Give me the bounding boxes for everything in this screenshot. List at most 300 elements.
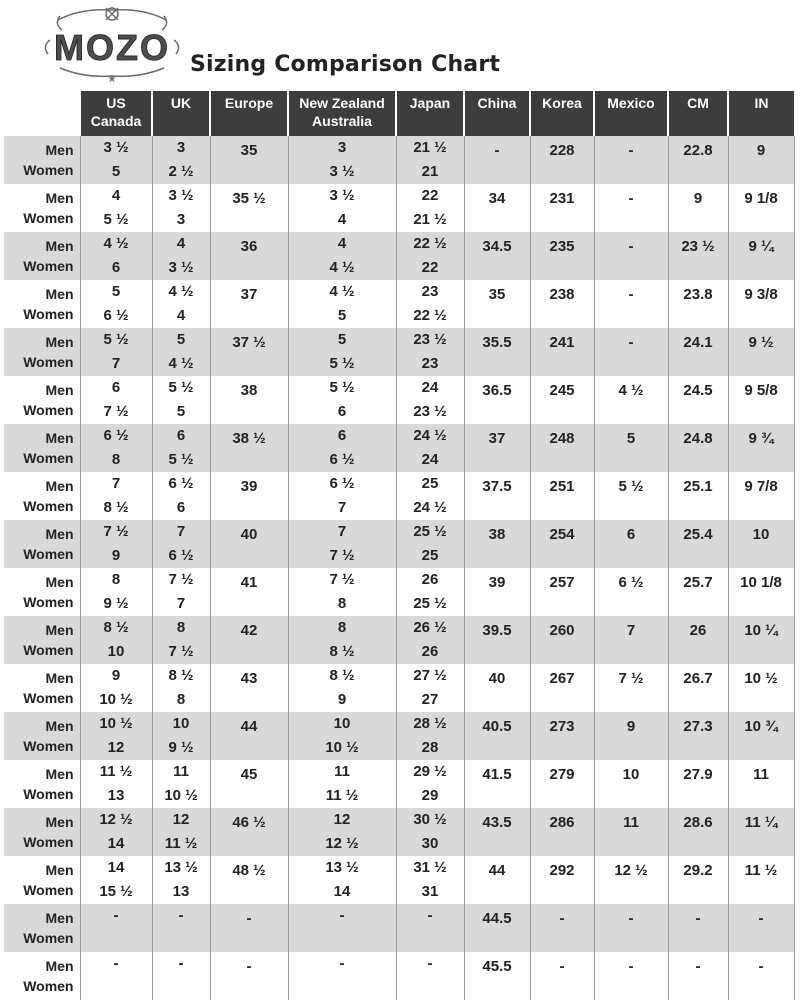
men-value: -: [339, 907, 345, 924]
table-cell: [594, 280, 668, 328]
table-cell: [668, 952, 728, 1000]
table-cell: [288, 712, 396, 760]
men-value: 5: [176, 331, 186, 348]
women-value: 7: [176, 595, 186, 612]
men-value: 12: [172, 811, 190, 828]
table-cell: [668, 616, 728, 664]
men-value: 9: [111, 667, 121, 684]
table-cell: [530, 328, 594, 376]
women-value: 22 ½: [413, 307, 447, 324]
table-cell: [464, 376, 530, 424]
women-label: Women: [23, 546, 74, 562]
men-value: 14: [107, 859, 125, 876]
table-cell: [668, 904, 728, 952]
women-value: 5: [111, 163, 121, 180]
table-cell: [80, 280, 152, 328]
women-value: 7 ½: [103, 403, 129, 420]
women-label: Women: [23, 354, 74, 370]
size-value: 7: [626, 621, 636, 639]
men-value: 4 ½: [168, 283, 194, 300]
size-value: -: [628, 285, 634, 303]
size-value: 25.1: [683, 477, 713, 495]
table-row: [4, 280, 794, 328]
men-value: 8 ½: [329, 667, 355, 684]
table-cell: [396, 472, 464, 520]
size-value: -: [246, 957, 252, 975]
table-cell: [594, 568, 668, 616]
size-value: 37.5: [482, 477, 512, 495]
table-cell: [288, 760, 396, 808]
table-cell: [530, 376, 594, 424]
size-value: 6 ½: [618, 573, 644, 591]
women-value: 4 ½: [329, 259, 355, 276]
men-value: 8: [111, 571, 121, 588]
size-value: 26.7: [683, 669, 713, 687]
size-value: 6: [626, 525, 636, 543]
column-header-line: Canada: [90, 113, 142, 129]
row-label: [4, 664, 80, 712]
men-value: 6: [111, 379, 121, 396]
size-value: 40: [240, 525, 258, 543]
table-row: [4, 328, 794, 376]
table-cell: [594, 376, 668, 424]
table-row: [4, 952, 794, 1000]
size-value: 45.5: [482, 957, 512, 975]
table-cell: [728, 760, 794, 808]
table-cell: [668, 136, 728, 184]
men-value: 10 ½: [99, 715, 133, 732]
women-value: 6: [337, 403, 347, 420]
size-value: 10 ½: [744, 669, 778, 687]
table-cell: [80, 424, 152, 472]
size-value: 9 1/8: [744, 189, 778, 207]
table-cell: [594, 712, 668, 760]
size-value: 11 ½: [744, 861, 778, 879]
men-value: 8 ½: [168, 667, 194, 684]
size-value: 39: [488, 573, 506, 591]
size-value: -: [628, 333, 634, 351]
table-cell: [464, 328, 530, 376]
table-row: [4, 376, 794, 424]
women-value: 6 ½: [329, 451, 355, 468]
table-cell: [80, 376, 152, 424]
table-cell: [396, 280, 464, 328]
size-value: -: [628, 237, 634, 255]
men-value: 11: [334, 763, 350, 780]
size-value: -: [628, 957, 634, 975]
women-value: 27: [421, 691, 439, 708]
men-value: 7: [337, 523, 347, 540]
women-value: 11 ½: [325, 787, 359, 804]
table-cell: [80, 856, 152, 904]
women-value: 13: [172, 883, 190, 900]
women-label: Women: [23, 450, 74, 466]
row-label: [4, 616, 80, 664]
table-cell: [530, 712, 594, 760]
table-cell: [80, 712, 152, 760]
sizing-table: [4, 91, 795, 1000]
table-cell: [288, 472, 396, 520]
mozo-logo: [40, 2, 185, 86]
table-body: [4, 136, 794, 1000]
women-value: 6 ½: [168, 547, 194, 564]
men-value: 5: [337, 331, 347, 348]
table-cell: [594, 760, 668, 808]
table-cell: [594, 472, 668, 520]
table-cell: [530, 280, 594, 328]
men-value: 25 ½: [413, 523, 447, 540]
row-label: [4, 232, 80, 280]
size-value: 39.5: [482, 621, 512, 639]
table-cell: [464, 664, 530, 712]
size-value: 9: [756, 141, 766, 159]
row-label: [4, 712, 80, 760]
men-value: 4 ½: [103, 235, 129, 252]
table-cell: [464, 904, 530, 952]
size-value: 9 ¾: [748, 429, 774, 447]
table-cell: [530, 952, 594, 1000]
men-value: -: [178, 955, 184, 972]
women-value: 7 ½: [329, 547, 355, 564]
table-cell: [152, 232, 210, 280]
column-header: [288, 91, 396, 136]
women-value: 25 ½: [413, 595, 447, 612]
table-row: [4, 712, 794, 760]
men-label: Men: [45, 574, 74, 590]
women-label: Women: [23, 258, 74, 274]
svg-text:★: ★: [107, 74, 117, 85]
women-value: 23: [421, 355, 439, 372]
men-value: 29 ½: [413, 763, 447, 780]
size-value: 257: [549, 573, 575, 591]
row-label: [4, 472, 80, 520]
women-value: 24 ½: [413, 499, 447, 516]
men-value: 10: [333, 715, 351, 732]
women-value: 7: [337, 499, 347, 516]
table-cell: [464, 520, 530, 568]
size-value: 25.7: [683, 573, 713, 591]
table-cell: [396, 808, 464, 856]
women-value: 10: [107, 643, 125, 660]
women-value: 21 ½: [413, 211, 447, 228]
table-cell: [594, 520, 668, 568]
men-value: 6: [337, 427, 347, 444]
table-cell: [728, 952, 794, 1000]
row-label: [4, 856, 80, 904]
row-label: [4, 424, 80, 472]
table-cell: [728, 184, 794, 232]
men-label: Men: [45, 814, 74, 830]
row-label: [4, 760, 80, 808]
women-value: [397, 976, 464, 1000]
table-cell: [152, 520, 210, 568]
table-cell: [728, 232, 794, 280]
men-label: Men: [45, 670, 74, 686]
women-value: 28: [421, 739, 439, 756]
size-value: 7 ½: [618, 669, 644, 687]
table-cell: [152, 280, 210, 328]
table-row: [4, 808, 794, 856]
column-header: [668, 91, 728, 136]
men-value: -: [113, 907, 119, 924]
men-value: -: [113, 955, 119, 972]
table-row: [4, 904, 794, 952]
table-cell: [668, 232, 728, 280]
table-cell: [210, 664, 288, 712]
table-cell: [152, 424, 210, 472]
women-value: 14: [333, 883, 351, 900]
men-label: Men: [45, 190, 74, 206]
table-cell: [80, 952, 152, 1000]
table-row: [4, 520, 794, 568]
men-label: Men: [45, 430, 74, 446]
table-cell: [464, 952, 530, 1000]
table-cell: [152, 952, 210, 1000]
column-header: [396, 91, 464, 136]
women-value: [81, 976, 152, 1000]
size-value: 42: [240, 621, 258, 639]
women-value: [153, 976, 210, 1000]
women-value: 21: [421, 163, 439, 180]
women-value: 13: [107, 787, 125, 804]
table-cell: [464, 760, 530, 808]
table-cell: [594, 904, 668, 952]
table-cell: [210, 856, 288, 904]
size-value: 4 ½: [618, 381, 644, 399]
men-value: -: [339, 955, 345, 972]
size-value: 41: [240, 573, 258, 591]
men-label: Men: [45, 910, 74, 926]
men-value: 6 ½: [168, 475, 194, 492]
table-cell: [594, 424, 668, 472]
table-cell: [668, 328, 728, 376]
women-value: 9: [111, 547, 121, 564]
table-cell: [80, 904, 152, 952]
size-value: 273: [549, 717, 575, 735]
size-value: 254: [549, 525, 575, 543]
column-header-line: Korea: [542, 95, 582, 111]
row-label: [4, 952, 80, 1000]
men-value: 6 ½: [329, 475, 355, 492]
table-row: [4, 856, 794, 904]
row-label: [4, 376, 80, 424]
size-value: 241: [549, 333, 575, 351]
size-value: 37 ½: [232, 333, 266, 351]
column-header-line: New Zealand: [299, 95, 385, 111]
size-value: 37: [488, 429, 506, 447]
table-cell: [210, 808, 288, 856]
table-cell: [396, 712, 464, 760]
men-value: 28 ½: [413, 715, 447, 732]
column-header: [464, 91, 530, 136]
size-value: 40: [488, 669, 506, 687]
women-label: Women: [23, 306, 74, 322]
women-value: 6 ½: [103, 307, 129, 324]
row-label: [4, 520, 80, 568]
table-cell: [396, 376, 464, 424]
column-header: [80, 91, 152, 136]
chart-title: Sizing Comparison Chart: [190, 52, 501, 77]
men-value: 7: [111, 475, 121, 492]
women-value: 4: [337, 211, 347, 228]
column-header-line: IN: [754, 95, 769, 111]
table-cell: [288, 616, 396, 664]
size-value: 9 ¼: [748, 237, 774, 255]
table-cell: [210, 904, 288, 952]
table-cell: [594, 232, 668, 280]
size-value: 22.8: [683, 141, 713, 159]
table-cell: [396, 952, 464, 1000]
women-value: 2 ½: [168, 163, 194, 180]
men-value: 4: [176, 235, 186, 252]
men-value: 24: [421, 379, 439, 396]
header: [0, 0, 800, 92]
women-value: 9: [337, 691, 347, 708]
men-value: 3 ½: [168, 187, 194, 204]
table-cell: [668, 376, 728, 424]
size-value: -: [246, 909, 252, 927]
table-cell: [530, 232, 594, 280]
table-cell: [396, 904, 464, 952]
column-header-line: CM: [687, 95, 709, 111]
men-value: 7: [176, 523, 186, 540]
size-value: 10: [752, 525, 770, 543]
size-value: 238: [549, 285, 575, 303]
table-cell: [530, 760, 594, 808]
table-row: [4, 184, 794, 232]
men-label: Men: [45, 958, 74, 974]
women-value: 14: [107, 835, 125, 852]
size-value: 41.5: [482, 765, 512, 783]
row-label: [4, 280, 80, 328]
table-cell: [530, 136, 594, 184]
table-cell: [594, 328, 668, 376]
table-row: [4, 664, 794, 712]
table-cell: [728, 568, 794, 616]
size-value: 12 ½: [614, 861, 648, 879]
table-cell: [396, 856, 464, 904]
women-label: Women: [23, 594, 74, 610]
table-cell: [464, 616, 530, 664]
men-value: 4: [337, 235, 347, 252]
men-value: 12 ½: [99, 811, 133, 828]
table-cell: [210, 568, 288, 616]
women-label: Women: [23, 210, 74, 226]
size-value: 10 ¼: [744, 621, 778, 639]
women-value: 15 ½: [99, 883, 133, 900]
table-cell: [530, 664, 594, 712]
table-cell: [288, 184, 396, 232]
men-label: Men: [45, 718, 74, 734]
women-value: 25: [421, 547, 439, 564]
table-cell: [668, 808, 728, 856]
table-cell: [210, 136, 288, 184]
men-value: 4 ½: [329, 283, 355, 300]
row-label: [4, 328, 80, 376]
women-value: 8: [111, 451, 121, 468]
table-cell: [530, 808, 594, 856]
women-value: 10 ½: [325, 739, 359, 756]
table-cell: [210, 760, 288, 808]
logo-wordmark: MOZO: [54, 27, 170, 68]
men-value: 21 ½: [413, 139, 447, 156]
size-value: 9 7/8: [744, 477, 778, 495]
men-label: Men: [45, 526, 74, 542]
table-cell: [288, 136, 396, 184]
women-value: 24: [421, 451, 439, 468]
size-value: 34: [488, 189, 506, 207]
table-cell: [728, 280, 794, 328]
table-cell: [728, 424, 794, 472]
column-header-line: Europe: [224, 95, 274, 111]
size-value: 46 ½: [232, 813, 266, 831]
size-value: 38 ½: [232, 429, 266, 447]
women-value: 12: [107, 739, 125, 756]
table-cell: [530, 424, 594, 472]
table-cell: [728, 664, 794, 712]
size-value: 36: [240, 237, 258, 255]
table-cell: [80, 184, 152, 232]
size-value: 9 3/8: [744, 285, 778, 303]
size-value: 44: [240, 717, 258, 735]
table-cell: [288, 376, 396, 424]
men-value: 3: [176, 139, 186, 156]
men-label: Men: [45, 862, 74, 878]
table-cell: [152, 184, 210, 232]
table-cell: [668, 424, 728, 472]
women-value: [81, 928, 152, 952]
table-cell: [210, 520, 288, 568]
table-cell: [728, 712, 794, 760]
table-cell: [210, 376, 288, 424]
table-cell: [80, 232, 152, 280]
size-value: 29.2: [683, 861, 713, 879]
size-value: 10: [622, 765, 640, 783]
size-value: 228: [549, 141, 575, 159]
table-cell: [152, 856, 210, 904]
men-value: 7 ½: [168, 571, 194, 588]
table-cell: [530, 616, 594, 664]
women-value: [153, 928, 210, 952]
women-value: 6: [176, 499, 186, 516]
table-cell: [210, 712, 288, 760]
women-value: [397, 928, 464, 952]
table-cell: [464, 184, 530, 232]
table-cell: [152, 664, 210, 712]
column-header: [594, 91, 668, 136]
size-value: 231: [549, 189, 575, 207]
column-header-line: China: [477, 95, 517, 111]
size-value: -: [559, 909, 565, 927]
men-value: 6: [176, 427, 186, 444]
men-label: Men: [45, 622, 74, 638]
women-label: Women: [23, 402, 74, 418]
table-cell: [152, 328, 210, 376]
column-header-line: Australia: [312, 113, 372, 129]
women-label: Women: [23, 930, 74, 946]
header-corner: [4, 91, 80, 136]
table-cell: [464, 856, 530, 904]
table-cell: [80, 760, 152, 808]
men-value: 7 ½: [329, 571, 355, 588]
column-header: [152, 91, 210, 136]
table-cell: [396, 328, 464, 376]
size-value: 36.5: [482, 381, 512, 399]
men-label: Men: [45, 238, 74, 254]
table-cell: [668, 280, 728, 328]
table-cell: [594, 856, 668, 904]
women-value: 7 ½: [168, 643, 194, 660]
